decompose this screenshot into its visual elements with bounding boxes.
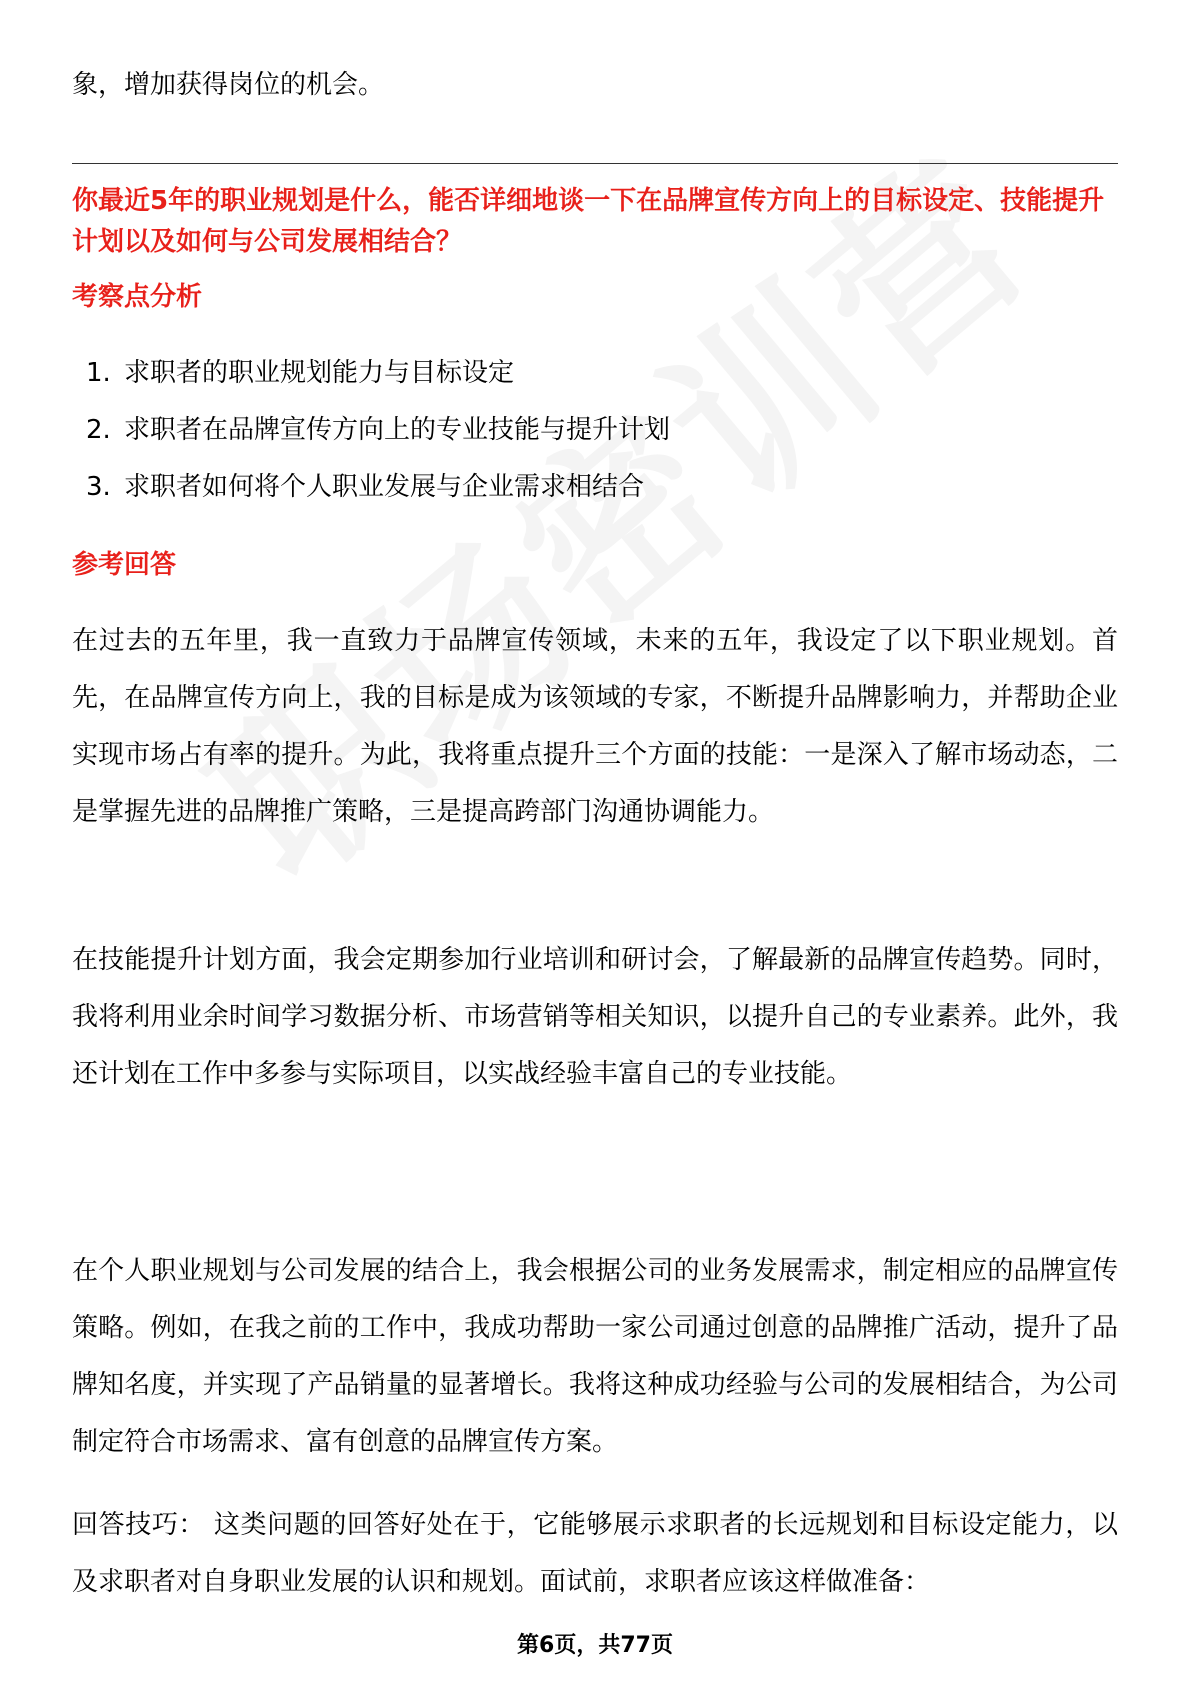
list-item-number: 3.	[86, 472, 111, 502]
list-item-text: 求职者的职业规划能力与目标设定	[124, 358, 515, 388]
list-item-text: 求职者在品牌宣传方向上的专业技能与提升计划	[124, 415, 671, 445]
list-item	[86, 402, 670, 459]
answer-paragraph: 在技能提升计划方面，我会定期参加行业培训和研讨会，了解最新的品牌宣传趋势。同时，我将利用业余时间学习数据分析、市场营销等相关知识，以提升自己的专业素养。此外，我还计划在工作中多参与实际项目，以实战经验丰富自己的专业技能。	[72, 945, 1118, 1089]
answer-paragraph: 在个人职业规划与公司发展的结合上，我会根据公司的业务发展需求，制定相应的品牌宣传策略。例如，在我之前的工作中，我成功帮助一家公司通过创意的品牌推广活动，提升了品牌知名度，并实现了产品销量的显著增长。我将这种成功经验与公司的发展相结合，为公司制定符合市场需求、富有创意的品牌宣传方案。	[72, 1256, 1118, 1457]
list-item-number: 2.	[86, 415, 111, 445]
analysis-heading: 考察点分析	[72, 282, 203, 312]
question-title: 你最近5年的职业规划是什么，能否详细地谈一下在品牌宣传方向上的目标设定、技能提升计划以及如何与公司发展相结合？	[72, 186, 1105, 257]
list-item-number: 1.	[86, 358, 111, 388]
answer-heading: 参考回答	[72, 550, 177, 580]
answer-tips-paragraph: 回答技巧： 这类问题的回答好处在于，它能够展示求职者的长远规划和目标设定能力，以及求职者对自身职业发展的认识和规划。面试前，求职者应该这样做准备：	[72, 1510, 1118, 1597]
continued-text: 象，增加获得岗位的机会。	[72, 70, 385, 100]
answer-paragraph: 在过去的五年里，我一直致力于品牌宣传领域，未来的五年，我设定了以下职业规划。首先，在品牌宣传方向上，我的目标是成为该领域的专家，不断提升品牌影响力，并帮助企业实现市场占有率的提升。为此，我将重点提升三个方面的技能：一是深入了解市场动态，二是掌握先进的品牌推广策略，三是提高跨部门沟通协调能力。	[72, 626, 1118, 827]
analysis-points-list	[86, 345, 670, 516]
list-item	[86, 459, 670, 516]
list-item-text: 求职者如何将个人职业发展与企业需求相结合	[124, 472, 645, 502]
list-item	[86, 345, 670, 402]
page-number-footer: 第6页，共77页	[517, 1633, 673, 1658]
section-divider	[72, 163, 1118, 164]
